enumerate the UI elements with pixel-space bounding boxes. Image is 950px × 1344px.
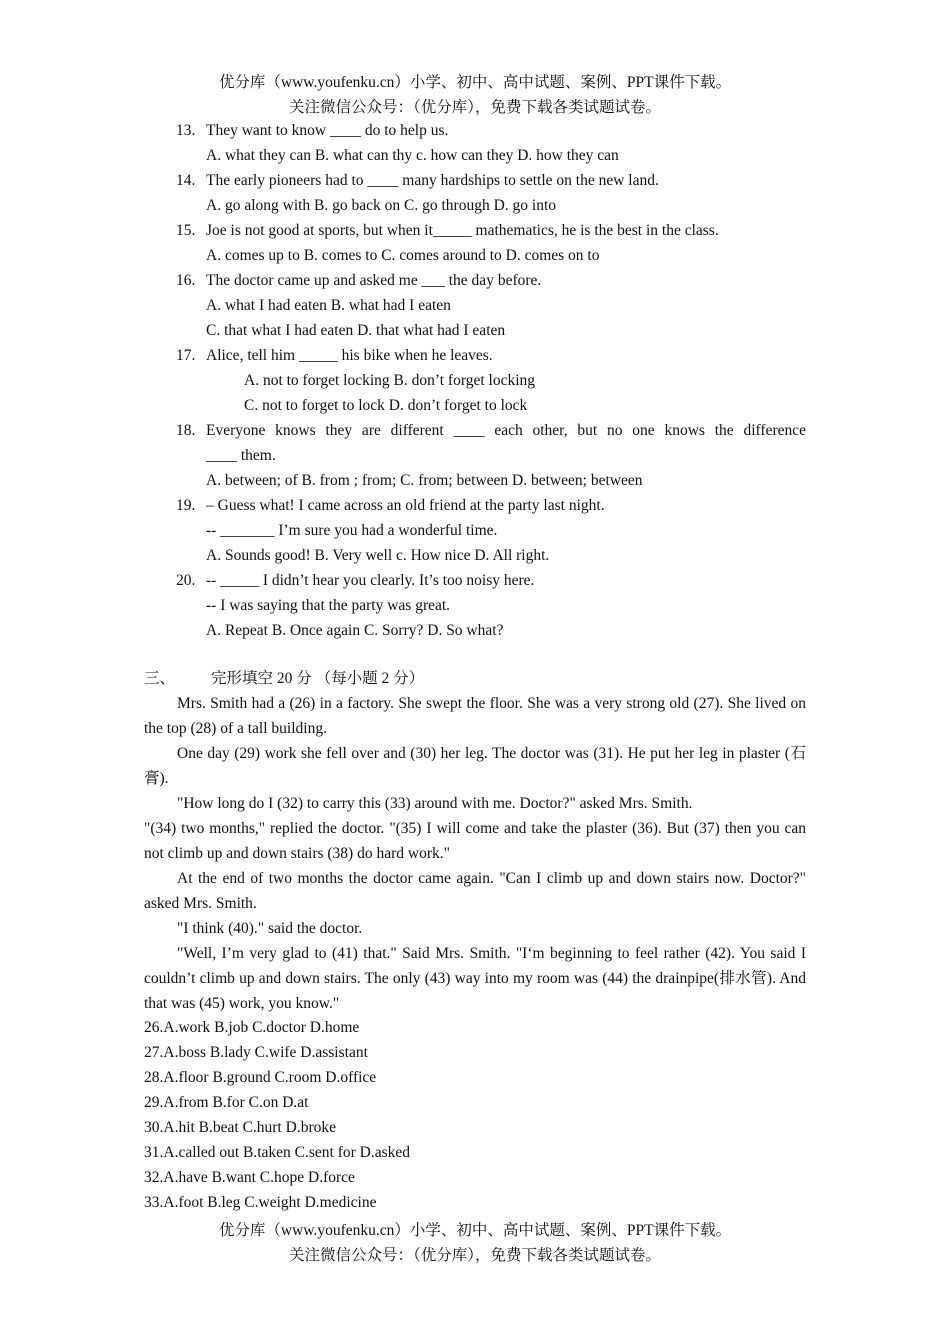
question-text: The early pioneers had to ____ many hardships to settle on the new land. [206, 172, 659, 189]
cloze-options: 30.A.hit B.beat C.hurt D.broke [144, 1119, 337, 1136]
question-options: A. Repeat B. Once again C. Sorry? D. So what? [206, 622, 504, 639]
passage-paragraph: "How long do I (32) to carry this (33) around with me. Doctor?" asked Mrs. Smith. [177, 795, 693, 812]
cloze-options: 28.A.floor B.ground C.room D.office [144, 1069, 377, 1086]
footer-line-2: 关注微信公众号：（优分库），免费下载各类试题试卷。 [288, 1247, 661, 1264]
passage-paragraph: At the end of two months the doctor came again. "Can I climb up and down stairs now. Doctor?" asked Mrs. Smith. [144, 870, 806, 912]
question-options: A. what they can B. what can thy c. how can they D. how they can [206, 147, 619, 164]
section-number: 三、 [144, 670, 176, 687]
question-text: They want to know ____ do to help us. [206, 122, 449, 139]
section-title: 完形填空 20 分 （每小题 2 分） [211, 670, 425, 687]
question-number: 14. [176, 172, 196, 189]
question-options: A. what I had eaten B. what had I eaten [206, 297, 451, 314]
question-number: 18. [176, 422, 196, 439]
header-line-2: 关注微信公众号：（优分库），免费下载各类试题试卷。 [288, 99, 661, 116]
passage-paragraph: "Well, I’m very glad to (41) that." Said Mrs. Smith. "I‘m beginning to feel rather (42). You said I couldn’t climb up and down stairs. The only (43) way into my room was (44) the drainpipe(排水管). And that was (45) work, you know." [144, 945, 806, 1012]
question-number: 16. [176, 272, 196, 289]
cloze-options: 26.A.work B.job C.doctor D.home [144, 1019, 360, 1036]
question-text: – Guess what! I came across an old friend at the party last night. [206, 497, 605, 514]
passage-paragraph: One day (29) work she fell over and (30) her leg. The doctor was (31). He put her leg in plaster (石膏). [144, 745, 806, 787]
question-options: C. not to forget to lock D. don’t forget to lock [244, 397, 528, 414]
footer-line-1: 优分库（www.youfenku.cn）小学、初中、高中试题、案例、PPT课件下载。 [218, 1222, 732, 1239]
question-text: Alice, tell him _____ his bike when he leaves. [206, 347, 493, 364]
question-options: A. not to forget locking B. don’t forget locking [244, 372, 536, 389]
question-text-continued: ____ them. [206, 447, 276, 464]
question-text-continued: -- I was saying that the party was great. [206, 597, 451, 614]
question-options: A. between; of B. from ; from; C. from; between D. between; between [206, 472, 643, 489]
question-options: C. that what I had eaten D. that what had I eaten [206, 322, 506, 339]
question-text-continued: -- _______ I’m sure you had a wonderful time. [206, 522, 498, 539]
question-number: 15. [176, 222, 196, 239]
question-number: 13. [176, 122, 196, 139]
passage-paragraph: "I think (40)." said the doctor. [177, 920, 363, 937]
passage-paragraph: Mrs. Smith had a (26) in a factory. She swept the floor. She was a very strong old (27). She lived on the top (28) of a tall building. [144, 695, 806, 737]
cloze-options: 29.A.from B.for C.on D.at [144, 1094, 309, 1111]
cloze-options: 32.A.have B.want C.hope D.force [144, 1169, 355, 1186]
question-text: The doctor came up and asked me ___ the day before. [206, 272, 542, 289]
question-number: 19. [176, 497, 196, 514]
cloze-options: 31.A.called out B.taken C.sent for D.asked [144, 1144, 411, 1161]
question-options: A. Sounds good! B. Very well c. How nice D. All right. [206, 547, 550, 564]
question-number: 17. [176, 347, 196, 364]
question-options: A. go along with B. go back on C. go through D. go into [206, 197, 557, 214]
question-text: -- _____ I didn’t hear you clearly. It’s too noisy here. [206, 572, 535, 589]
cloze-options: 33.A.foot B.leg C.weight D.medicine [144, 1194, 377, 1211]
question-text: Joe is not good at sports, but when it_____ mathematics, he is the best in the class. [206, 222, 719, 239]
question-number: 20. [176, 572, 196, 589]
header-line-1: 优分库（www.youfenku.cn）小学、初中、高中试题、案例、PPT课件下载。 [218, 74, 732, 91]
question-options: A. comes up to B. comes to C. comes around to D. comes on to [206, 247, 600, 264]
cloze-options: 27.A.boss B.lady C.wife D.assistant [144, 1044, 368, 1061]
passage-paragraph: "(34) two months," replied the doctor. "(35) I will come and take the plaster (36). But (37) then you can not climb up and down stairs (38) do hard work." [144, 820, 806, 862]
question-text: Everyone knows they are different ____ each other, but no one knows the difference [206, 422, 806, 439]
